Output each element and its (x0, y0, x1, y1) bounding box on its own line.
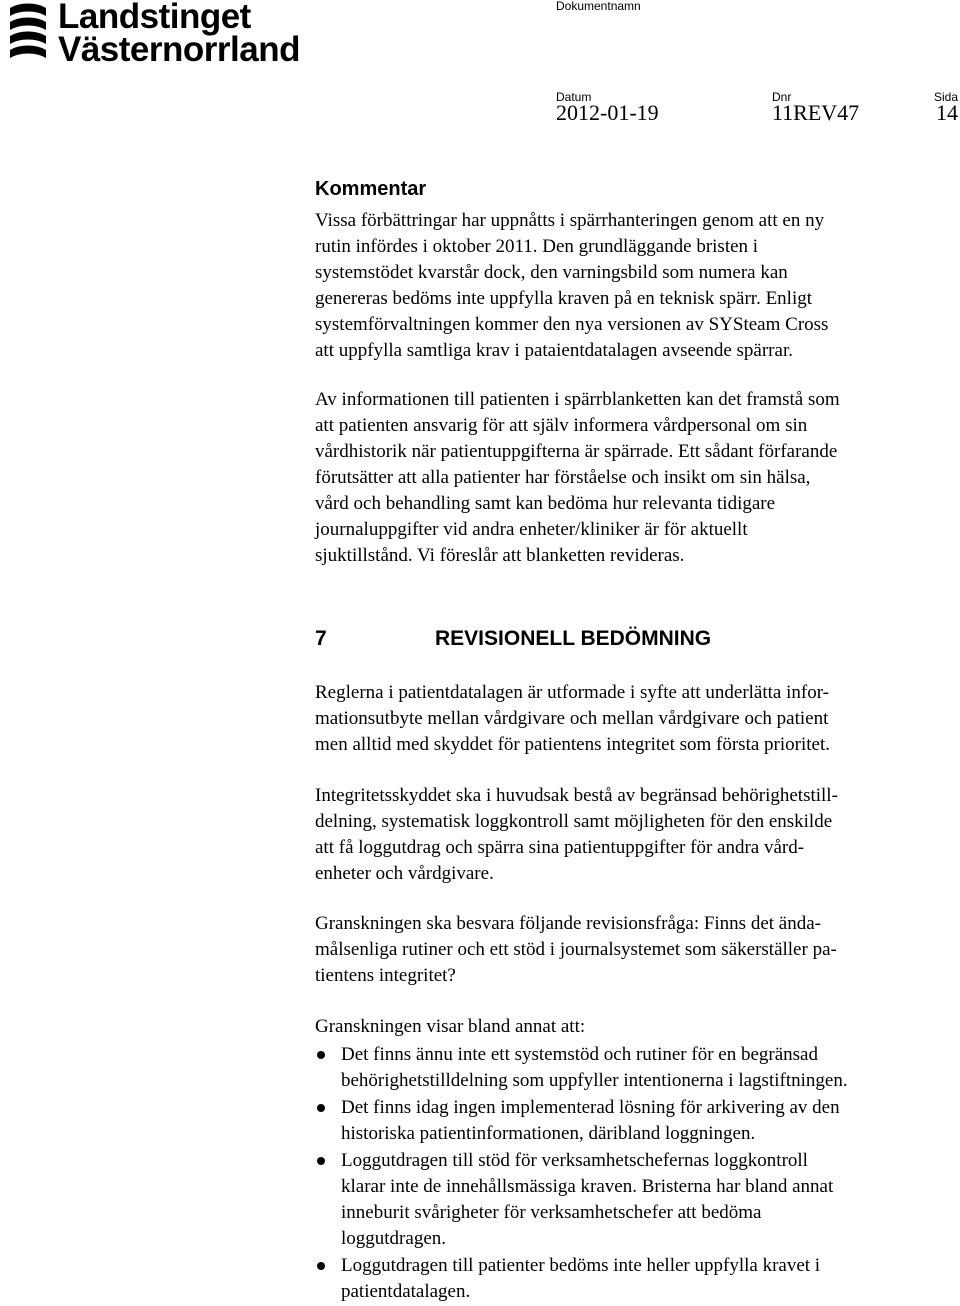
text-line: patientdatalagen. (341, 1281, 471, 1302)
dnr-value: 11REV47 (772, 100, 860, 125)
text-line: att få loggutdrag och spärra sina patientuppgifter för andra vård- (315, 837, 805, 858)
list-item (315, 1148, 945, 1252)
text-line: att patienten ansvarig för att själv informera vårdpersonal om sin (315, 415, 808, 436)
text-line: Av informationen till patienten i spärrblanketten kan det framstå som (315, 389, 840, 410)
text-line: Loggutdragen till patienter bedöms inte heller uppfylla kravet i (341, 1255, 821, 1276)
document-name-label: Dokumentnamn (556, 0, 641, 13)
text-line: men alltid med skyddet för patientens integritet som första prioritet. (315, 734, 830, 755)
text-line: att uppfylla samtliga krav i pataientdatalagen avseende spärrar. (315, 340, 793, 361)
org-name-line2: Västernorrland (58, 30, 300, 69)
section-paragraph-1 (315, 680, 940, 758)
section-number: 7 (315, 627, 327, 650)
organization-logo (6, 0, 306, 72)
org-name-line1: Landstinget (58, 0, 251, 36)
section-paragraph-3 (315, 911, 940, 989)
comment-heading: Kommentar (315, 178, 427, 200)
page-label: Sida (934, 90, 959, 104)
section-title: REVISIONELL BEDÖMNING (435, 627, 712, 650)
text-line: systemförvaltningen kommer den nya versionen av SYSteam Cross (315, 314, 829, 335)
text-line: genereras bedöms inte uppfylla kraven på en teknisk spärr. Enligt (315, 288, 813, 309)
findings-list (315, 1042, 945, 1306)
text-line: delning, systematisk loggkontroll samt möjligheten för den enskilde (315, 811, 833, 832)
text-line: målsenliga rutiner och ett stöd i journalsystemet som säkerställer pa- (315, 939, 837, 960)
text-line: rutin infördes i oktober 2011. Den grundläggande bristen i (315, 236, 759, 257)
text-line: Integritetsskyddet ska i huvudsak bestå av begränsad behörighetstill- (315, 785, 838, 806)
text-line: vård och behandling samt kan bedöma hur relevanta tidigare (315, 493, 776, 514)
text-line: Det finns idag ingen implementerad lösning för arkivering av den (341, 1097, 840, 1118)
list-item (315, 1095, 945, 1147)
dnr-label: Dnr (772, 90, 792, 104)
date-label: Datum (556, 90, 592, 104)
comment-paragraph-2 (315, 387, 940, 569)
text-line: förutsätter att alla patienter har förståelse och insikt om sin hälsa, (315, 467, 811, 488)
text-line: loggutdragen. (341, 1228, 447, 1249)
text-line: vårdhistorik när patientuppgifterna är spärrade. Ett sådant förfarande (315, 441, 838, 462)
list-item (315, 1042, 945, 1094)
comment-paragraph-1 (315, 208, 940, 364)
text-line: Det finns ännu inte ett systemstöd och rutiner för en begränsad (341, 1044, 818, 1065)
date-value: 2012-01-19 (556, 100, 659, 125)
text-line: Loggutdragen till stöd för verksamhetschefernas loggkontroll (341, 1150, 808, 1171)
section-paragraph-2 (315, 783, 940, 887)
text-line: Granskningen visar bland annat att: (315, 1016, 586, 1037)
text-line: tientens integritet? (315, 965, 456, 986)
text-line: Granskningen ska besvara följande revisionsfråga: Finns det ända- (315, 913, 821, 934)
text-line: journaluppgifter vid andra enheter/kliniker är för aktuellt (315, 519, 748, 540)
list-item (315, 1253, 945, 1305)
text-line: inneburit svårigheter för verksamhetschefer att bedöma (341, 1202, 762, 1223)
text-line: klarar inte de innehållsmässiga kraven. Bristerna har bland annat (341, 1176, 834, 1197)
section-paragraph-4 (315, 1014, 940, 1040)
text-line: enheter och vårdgivare. (315, 863, 494, 884)
text-line: systemstödet kvarstår dock, den varningsbild som numera kan (315, 262, 788, 283)
page-number: 14 (936, 100, 958, 125)
text-line: behörighetstilldelning som uppfyller intentionerna i lagstiftningen. (341, 1070, 848, 1091)
organization-name (58, 0, 300, 69)
text-line: Vissa förbättringar har uppnåtts i spärrhanteringen genom att en ny (315, 210, 825, 231)
text-line: sjuktillstånd. Vi föreslår att blanketten revideras. (315, 545, 685, 566)
landstinget-logo-icon (6, 2, 50, 66)
text-line: Reglerna i patientdatalagen är utformade i syfte att underlätta infor- (315, 682, 829, 703)
text-line: historiska patientinformationen, däribland loggningen. (341, 1123, 756, 1144)
text-line: mationsutbyte mellan vårdgivare och mellan vårdgivare och patient (315, 708, 829, 729)
